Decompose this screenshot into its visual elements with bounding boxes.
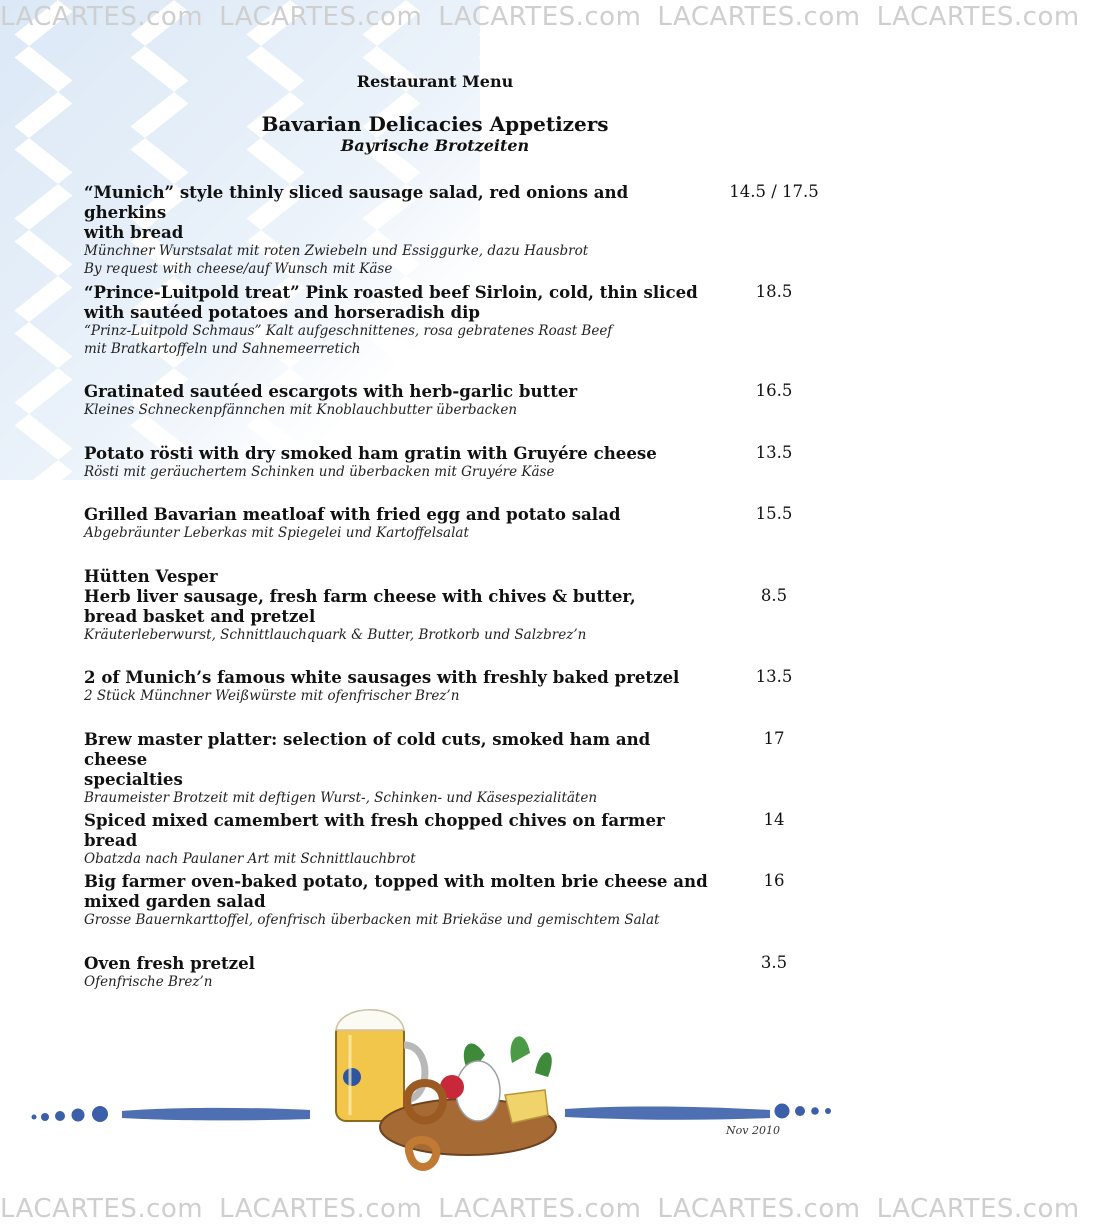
menu-item xyxy=(84,871,714,929)
watermark-text: LACARTES.com xyxy=(876,1194,1080,1224)
menu-item-price: 15.5 xyxy=(755,504,793,523)
menu-item-german: Braumeister Brotzeit mit deftigen Wurst-, Schinken- und Käsespezialitäten xyxy=(84,790,598,806)
menu-item-title: 2 of Munich’s famous white sausages with freshly baked pretzel xyxy=(84,667,680,687)
menu-item-german: mit Bratkartoffeln und Sahnemeerretich xyxy=(84,341,361,357)
watermark-text: LACARTES.com xyxy=(438,2,642,32)
watermark-text: LACARTES.com xyxy=(657,1194,861,1224)
menu-item-title: Oven fresh pretzel xyxy=(84,953,255,973)
watermark-text: LACARTES.com xyxy=(219,1194,423,1224)
watermark-top xyxy=(0,2,1080,38)
watermark-text: LACARTES.com xyxy=(438,1194,642,1224)
menu-item-title: Spiced mixed camembert with fresh chopped chives on farmer bread xyxy=(84,810,665,850)
menu-item-title: Big farmer oven-baked potato, topped with molten brie cheese and xyxy=(84,871,708,891)
menu-item-price: 16 xyxy=(763,871,785,890)
watermark-text: LACARTES.com xyxy=(876,2,1080,32)
menu-item-german: 2 Stück Münchner Weißwürste mit ofenfrischer Brez’n xyxy=(84,688,460,704)
menu-item xyxy=(84,504,714,542)
menu-date: Nov 2010 xyxy=(726,1124,780,1137)
section-title: Bavarian Delicacies Appetizers xyxy=(261,112,609,136)
menu-item-german: Abgebräunter Leberkas mit Spiegelei und Kartoffelsalat xyxy=(84,525,469,541)
menu-item-price: 14.5 / 17.5 xyxy=(729,182,819,201)
menu-item-title: mixed garden salad xyxy=(84,891,266,911)
menu-item-title: “Munich” style thinly sliced sausage salad, red onions and gherkins xyxy=(84,182,629,222)
menu-item-title: Hütten Vesper xyxy=(84,566,218,586)
menu-item-title: Grilled Bavarian meatloaf with fried egg and potato salad xyxy=(84,504,621,524)
menu-item-price: 13.5 xyxy=(755,667,793,686)
left-brush-stroke xyxy=(32,1106,311,1122)
menu-item-price: 13.5 xyxy=(755,443,793,462)
menu-item-german: Ofenfrische Brez’n xyxy=(84,974,213,990)
menu-item xyxy=(84,667,714,705)
menu-item-title: specialties xyxy=(84,769,183,789)
menu-item-german: Obatzda nach Paulaner Art mit Schnittlauchbrot xyxy=(84,851,416,867)
menu-item-german: Grosse Bauernkarttoffel, ofenfrisch überbacken mit Briekäse und gemischtem Salat xyxy=(84,912,660,928)
menu-item-title: Gratinated sautéed escargots with herb-garlic butter xyxy=(84,381,578,401)
menu-item-german: Kleines Schneckenpfännchen mit Knoblauchbutter überbacken xyxy=(84,402,518,418)
watermark-text: LACARTES.com xyxy=(0,2,204,32)
menu-item-german: By request with cheese/auf Wunsch mit Käse xyxy=(84,261,393,277)
watermark-text: LACARTES.com xyxy=(657,2,861,32)
menu-item-title: Herb liver sausage, fresh farm cheese with chives & butter, xyxy=(84,586,636,606)
menu-item-price: 8.5 xyxy=(760,586,788,605)
menu-item-title: bread basket and pretzel xyxy=(84,606,316,626)
watermark-text: LACARTES.com xyxy=(0,1194,204,1224)
menu-item-title: Brew master platter: selection of cold cuts, smoked ham and cheese xyxy=(84,729,651,769)
menu-item-title: with bread xyxy=(84,222,184,242)
watermark-text: LACARTES.com xyxy=(219,2,423,32)
menu-item-german: Rösti mit geräuchertem Schinken und überbacken mit Gruyére Käse xyxy=(84,464,555,480)
menu-item-price: 14 xyxy=(763,810,785,829)
section-subtitle: Bayrische Brotzeiten xyxy=(340,136,530,155)
watermark-bottom xyxy=(0,1194,1080,1230)
menu-item xyxy=(84,443,714,481)
menu-item-german: Münchner Wurstsalat mit roten Zwiebeln und Essiggurke, dazu Hausbrot xyxy=(84,243,589,259)
menu-item xyxy=(84,182,714,278)
menu-item xyxy=(84,953,714,991)
menu-item-price: 3.5 xyxy=(760,953,788,972)
menu-item-price: 16.5 xyxy=(755,381,793,400)
menu-item-price: 18.5 xyxy=(755,282,793,301)
right-brush-stroke xyxy=(565,1104,831,1120)
beer-mug-icon xyxy=(336,1010,425,1121)
menu-item xyxy=(84,282,714,358)
menu-item xyxy=(84,381,714,419)
footer-illustration xyxy=(0,995,870,1185)
menu-item xyxy=(84,729,714,807)
menu-item-title: Potato rösti with dry smoked ham gratin with Gruyére cheese xyxy=(84,443,657,463)
menu-item-german: Kräuterleberwurst, Schnittlauchquark & Butter, Brotkorb und Salzbrez’n xyxy=(84,627,587,643)
brotzeit-board-icon xyxy=(380,1061,556,1167)
menu-item-price: 17 xyxy=(763,729,785,748)
menu-item-title: with sautéed potatoes and horseradish dip xyxy=(84,302,480,322)
restaurant-heading: Restaurant Menu xyxy=(356,72,514,91)
menu-item xyxy=(84,566,714,644)
menu-item xyxy=(84,810,714,868)
menu-item-title: “Prince-Luitpold treat” Pink roasted beef Sirloin, cold, thin sliced xyxy=(84,282,698,302)
menu-item-german: “Prinz-Luitpold Schmaus” Kalt aufgeschnittenes, rosa gebratenes Roast Beef xyxy=(84,323,613,339)
